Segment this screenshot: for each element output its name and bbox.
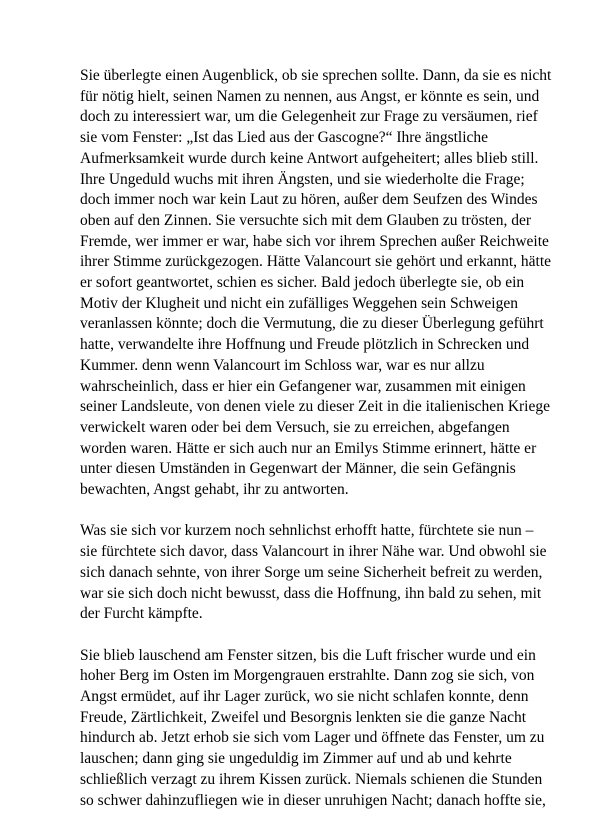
text-line: für nötig hielt, seinen Namen zu nennen, aus Angst, er könnte es sein, und [80,87,540,105]
text-line: bewachten, Angst gehabt, ihr zu antworten. [80,481,349,499]
text-line: hatte, verwandelte ihre Hoffnung und Freude plötzlich in Schrecken und [80,336,530,354]
text-line: war sie sich doch nicht bewusst, dass die Hoffnung, ihn bald zu sehen, mit [80,584,542,602]
text-line: Kummer. denn wenn Valancourt im Schloss war, war es nur allzu [80,356,485,374]
text-line: lauschen; dann ging sie ungeduldig im Zimmer auf und ab und kehrte [80,750,512,768]
text-line: Motiv der Klugheit und nicht ein zufälliges Weggehen sein Schweigen [80,294,518,312]
text-line: worden waren. Hätte er sich auch nur an Emilys Stimme erinnert, hätte er [80,439,537,457]
text-line: Sie blieb lauschend am Fenster sitzen, bis die Luft frischer wurde und ein [80,646,536,664]
paragraph-3 [80,646,546,812]
text-line: doch immer noch war kein Laut zu hören, außer dem Seufzen des Windes [80,191,538,209]
text-line: veranlassen könnte; doch die Vermutung, die zu dieser Überlegung geführt [80,315,544,333]
text-line: verwickelt waren oder bei dem Versuch, sie zu erreichen, abgefangen [80,418,510,436]
text-line: schließlich verzagt zu ihrem Kissen zurück. Niemals schienen die Stunden [80,770,543,788]
text-line: er sofort geantwortet, schien es sicher. Bald jedoch überlegte sie, ob ein [80,274,525,292]
text-line: Sie überlegte einen Augenblick, ob sie sprechen sollte. Dann, da sie es nicht [80,67,552,84]
text-line: wahrscheinlich, dass er hier ein Gefangener war, zusammen mit einigen [80,377,526,395]
text-line: Angst ermüdet, auf ihr Lager zurück, wo sie nicht schlafen konnte, denn [80,688,529,706]
text-line: sie fürchtete sich davor, dass Valancourt in ihrer Nähe war. Und obwohl sie [80,543,547,561]
text-line: ihrer Stimme zurückgezogen. Hätte Valancourt sie gehört und erkannt, hätte [80,253,552,271]
paragraph-1 [80,66,552,501]
text-line: sich danach sehnte, von ihrer Sorge um seine Sicherheit befreit zu werden, [80,563,543,581]
text-line: sie vom Fenster: „Ist das Lied aus der Gascogne?“ Ihre ängstliche [80,129,489,147]
text-line: hindurch ab. Jetzt erhob sie sich vom Lager und öffnete das Fenster, um zu [80,729,545,747]
text-line: Freude, Zärtlichkeit, Zweifel und Besorgnis lenkten sie die ganze Nacht [80,708,527,726]
text-line: unter diesen Umständen in Gegenwart der Männer, die sein Gefängnis [80,460,516,478]
paragraph-2 [80,521,547,625]
text-line: Aufmerksamkeit wurde durch keine Antwort aufgeheitert; alles blieb still. [80,149,539,167]
text-line: seiner Landsleute, von denen viele zu dieser Zeit in die italienischen Kriege [80,398,550,416]
text-line: Fremde, wer immer er war, habe sich vor ihrem Sprechen außer Reichweite [80,232,549,250]
text-line: so schwer dahinzufliegen wie in dieser unruhigen Nacht; danach hoffte sie, [80,791,546,809]
text-line: der Furcht kämpfte. [80,605,203,623]
text-line: Ihre Ungeduld wuchs mit ihren Ängsten, und sie wiederholte die Frage; [80,170,525,188]
text-line: Was sie sich vor kurzem noch sehnlichst erhofft hatte, fürchtete sie nun – [80,522,534,540]
document-page [80,66,552,832]
text-line: oben auf den Zinnen. Sie versuchte sich mit dem Glauben zu trösten, der [80,211,532,229]
text-line: hoher Berg im Osten im Morgengrauen erstrahlte. Dann zog sie sich, von [80,667,535,685]
text-line: doch zu interessiert war, um die Gelegenheit zur Frage zu versäumen, rief [80,108,538,126]
